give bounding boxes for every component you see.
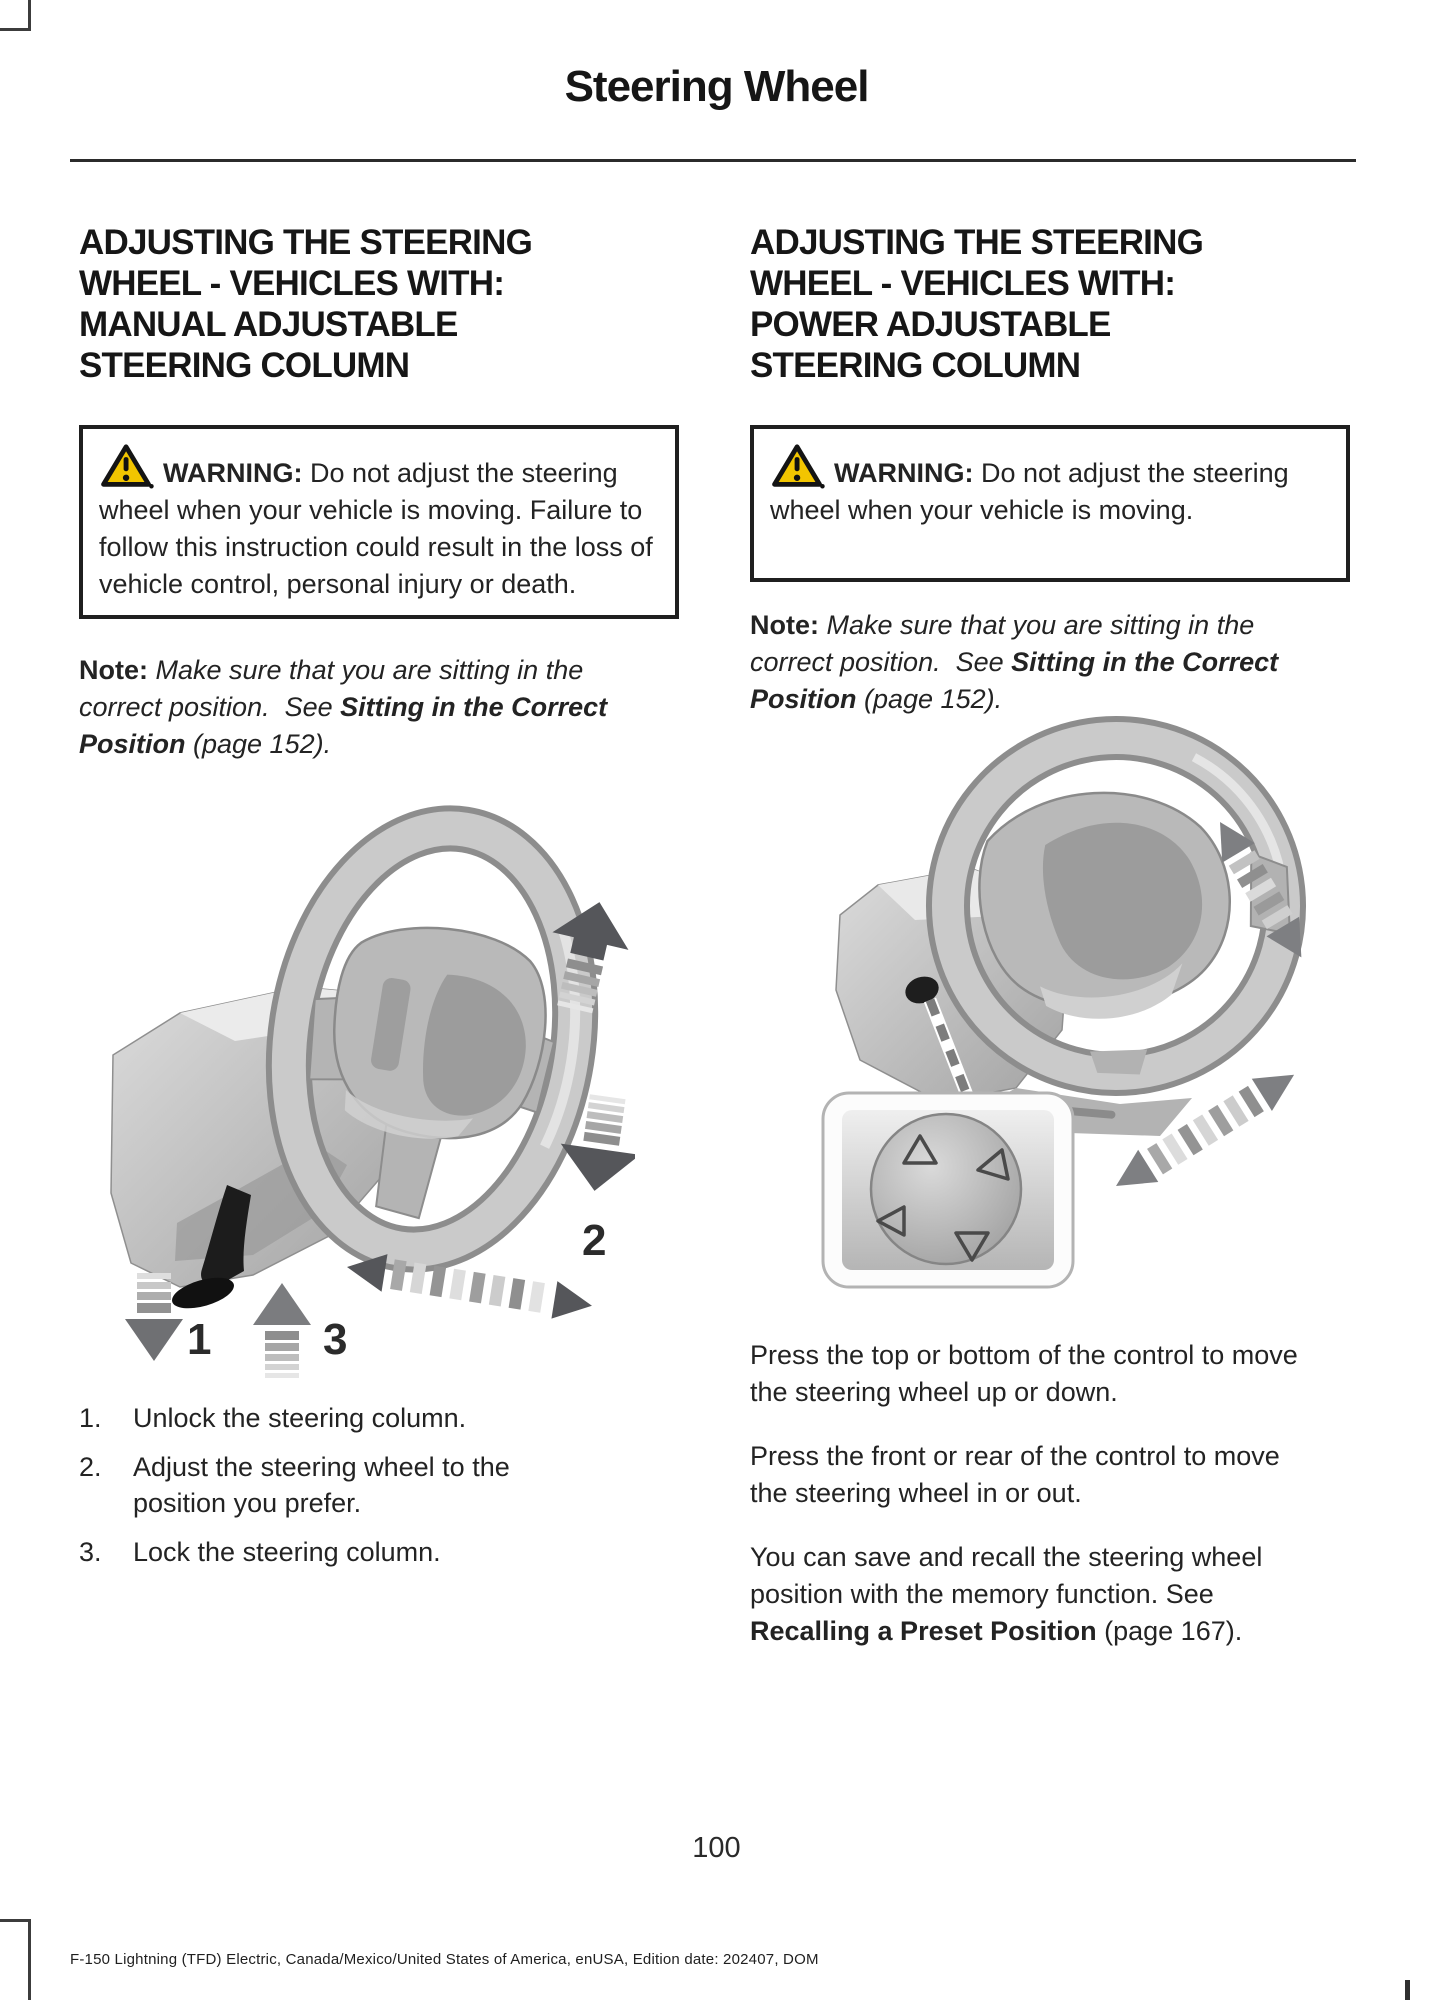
- cross-reference: Sitting in the Correct Position: [750, 647, 1279, 714]
- four-way-control-inset: [823, 1093, 1073, 1287]
- note-label: Note:: [79, 655, 148, 685]
- heading-line: ADJUSTING THE STEERING: [79, 223, 533, 262]
- page-title: Steering Wheel: [564, 62, 869, 111]
- footer-text: F-150 Lightning (TFD) Electric, Canada/Mexico/United States of America, enUSA, Edition date: 202407, DOM: [70, 1951, 819, 1968]
- step-number: 2.: [79, 1452, 102, 1482]
- power-steering-column-figure: [820, 700, 1335, 1315]
- paragraph: [750, 1539, 1317, 1650]
- cross-reference: Recalling a Preset Position: [750, 1616, 1097, 1646]
- manual-steering-column-figure: [85, 793, 635, 1383]
- step-number: 1.: [79, 1403, 102, 1433]
- crop-mark-bottom-left: [0, 1919, 30, 1922]
- note-suffix: (page 152).: [856, 684, 1003, 714]
- figure-callout-3: 3: [323, 1315, 348, 1364]
- note-suffix: (page 152).: [185, 729, 332, 759]
- step-text: Unlock the steering column.: [133, 1403, 467, 1433]
- arrow-in-out-icon: [344, 1248, 595, 1324]
- step-text: Lock the steering column.: [133, 1537, 441, 1567]
- arrow-unlock-icon: [125, 1273, 183, 1361]
- crop-mark-bottom-left-vertical: [28, 1919, 31, 2000]
- heading-line: WHEEL - VEHICLES WITH:: [750, 264, 1176, 303]
- paragraph-body: You can save and recall the steering wheel position with the memory function. See: [750, 1542, 1263, 1609]
- heading-line: WHEEL - VEHICLES WITH:: [79, 264, 505, 303]
- warning-triangle-icon: [770, 443, 826, 490]
- figure-callout-2: 2: [582, 1216, 607, 1265]
- cross-reference: Sitting in the Correct Position: [79, 692, 608, 759]
- note-body: Make sure that you are sitting in the correct position. See: [750, 610, 1255, 677]
- page-number: 100: [692, 1832, 741, 1864]
- list-item: [79, 1534, 639, 1570]
- steering-wheel-shape: [260, 808, 605, 1271]
- section-heading-power: [750, 222, 1203, 386]
- note-body: Make sure that you are sitting in the correct position. See: [79, 655, 584, 722]
- left-column: [79, 222, 679, 1672]
- heading-line: STEERING COLUMN: [750, 346, 1081, 385]
- heading-line: POWER ADJUSTABLE: [750, 305, 1111, 344]
- heading-line: STEERING COLUMN: [79, 346, 410, 385]
- list-item: [79, 1449, 639, 1521]
- heading-line: ADJUSTING THE STEERING: [750, 223, 1204, 262]
- paragraph: Press the top or bottom of the control to move the steering wheel up or down.: [750, 1340, 1298, 1407]
- warning-label: WARNING:: [834, 458, 974, 488]
- note-label: Note:: [750, 610, 819, 640]
- steps-list: [79, 1400, 639, 1583]
- warning-text: Do not adjust the steering wheel when your vehicle is moving.: [770, 458, 1289, 525]
- step-number: 3.: [79, 1537, 102, 1567]
- warning-box-manual: [79, 425, 679, 619]
- figure-callout-1: 1: [187, 1315, 212, 1364]
- power-adjust-paragraphs: [750, 1337, 1317, 1677]
- right-column: [750, 222, 1350, 1672]
- list-item: [79, 1400, 639, 1436]
- warning-label: WARNING:: [163, 458, 303, 488]
- heading-line: MANUAL ADJUSTABLE: [79, 305, 458, 344]
- warning-triangle-icon: [99, 443, 155, 490]
- crop-mark-top-left: [0, 28, 30, 31]
- paragraph: Press the front or rear of the control to move the steering wheel in or out.: [750, 1441, 1280, 1508]
- crop-mark-bottom-right: [1405, 1980, 1410, 2000]
- warning-box-power: [750, 425, 1350, 582]
- steering-wheel-shape: [931, 721, 1306, 1093]
- section-heading-manual: [79, 222, 532, 386]
- paragraph-suffix: (page 167).: [1096, 1616, 1243, 1646]
- title-divider: [70, 159, 1356, 162]
- arrow-lock-icon: [253, 1283, 311, 1378]
- crop-mark-top-left-vertical: [28, 0, 31, 31]
- note-manual: [79, 652, 663, 763]
- warning-text: Do not adjust the steering wheel when your vehicle is moving. Failure to follow this instruction could result in the loss of vehicle control, personal injury or death.: [99, 458, 653, 599]
- step-text: Adjust the steering wheel to the position you prefer.: [133, 1452, 510, 1518]
